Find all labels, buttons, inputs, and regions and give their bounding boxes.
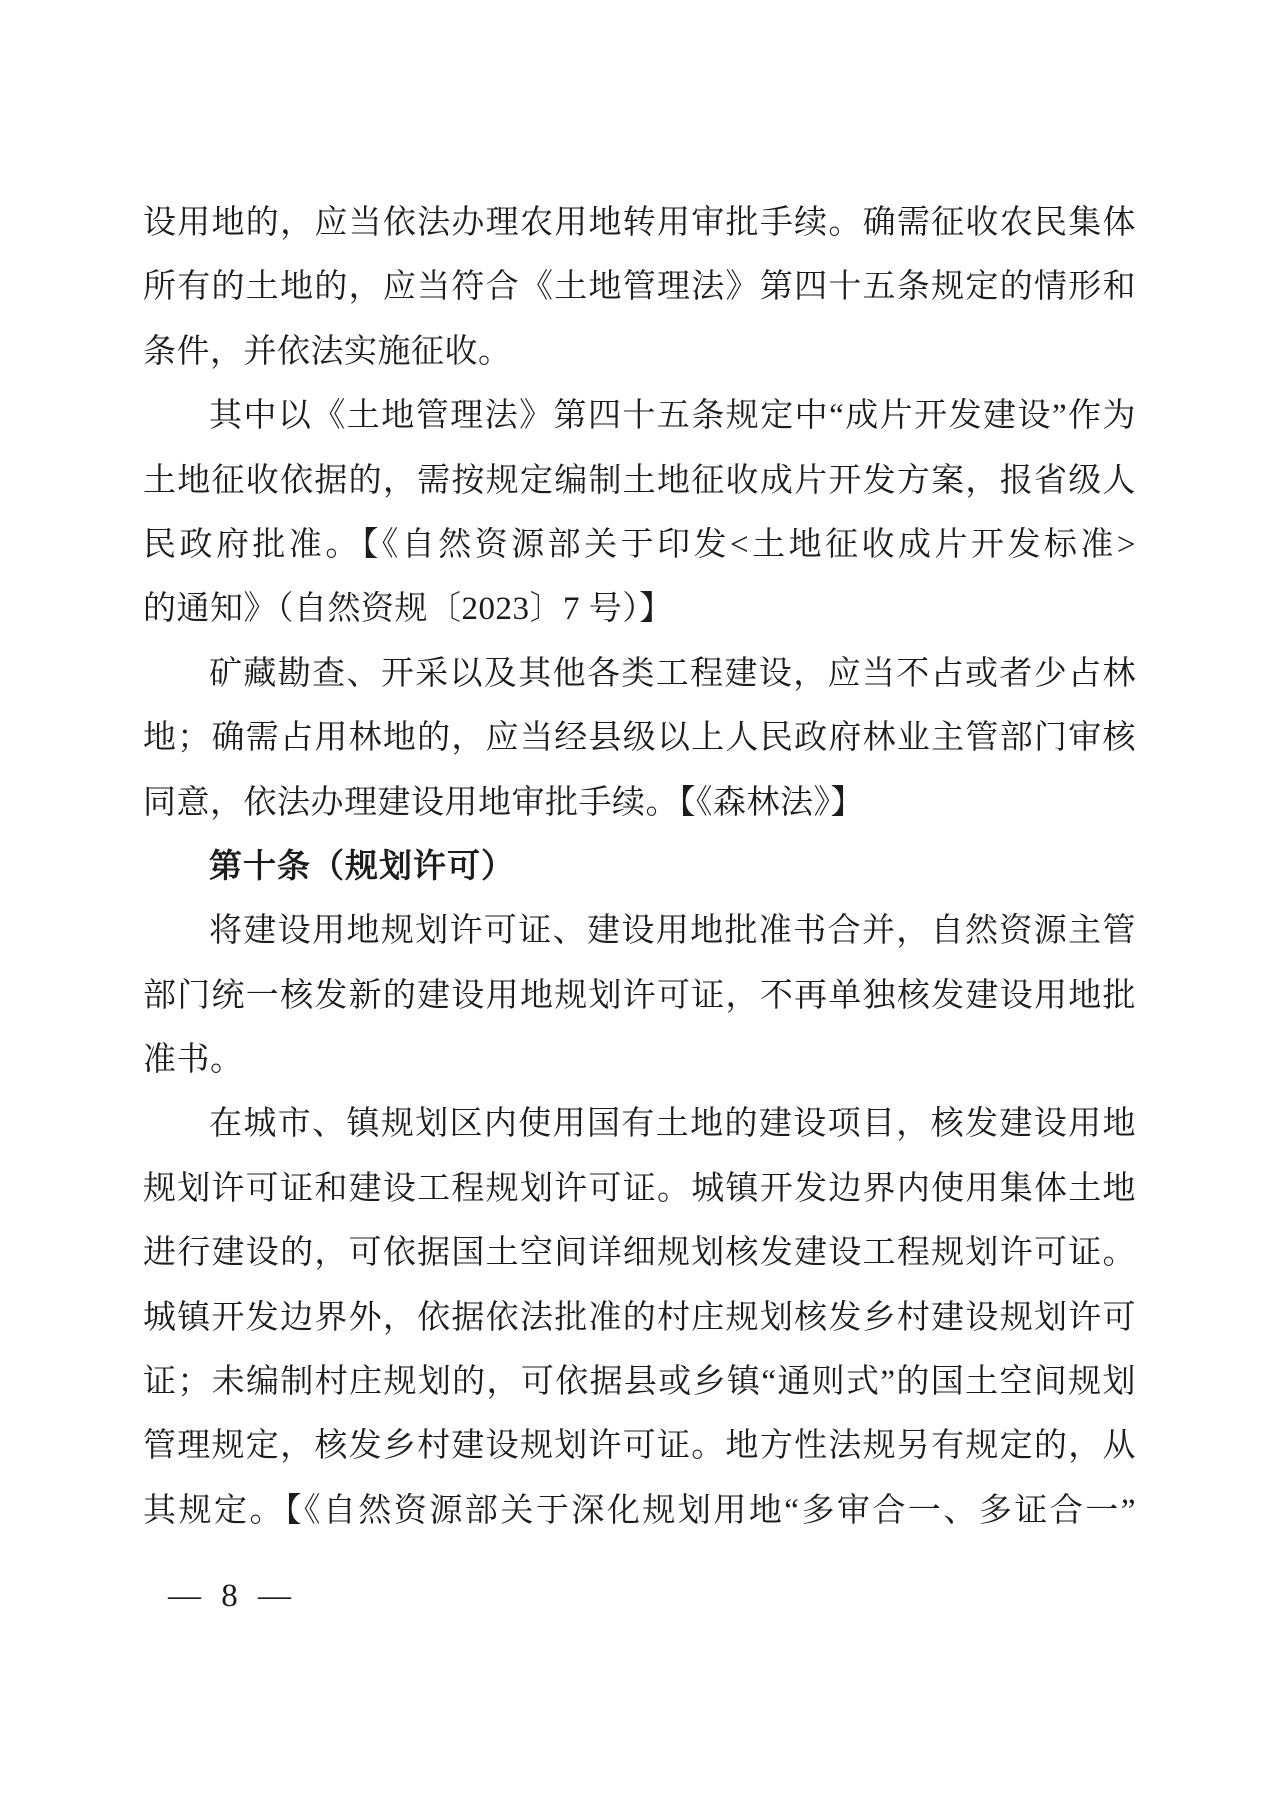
text-line: 土地征收依据的，需按规定编制土地征收成片开发方案，报省级人 — [143, 462, 1136, 499]
text-line: 证；未编制村庄规划的，可依据县或乡镇“通则式”的国土空间规划 — [143, 1364, 1136, 1401]
text-line: 管理规定，核发乡村建设规划许可证。地方性法规另有规定的，从 — [143, 1428, 1136, 1465]
text-line: 矿藏勘查、开采以及其他各类工程建设，应当不占或者少占林 — [209, 655, 1136, 692]
text-line: 设用地的，应当依法办理农用地转用审批手续。确需征收农民集体 — [143, 205, 1136, 241]
text-line: 准书。 — [143, 1042, 244, 1079]
article-heading: 第十条（规划许可） — [209, 848, 515, 885]
text-line: 条件，并依法实施征收。 — [143, 333, 512, 370]
text-line: 其规定。【《自然资源部关于深化规划用地“多审合一、多证合一” — [143, 1492, 1136, 1529]
text-line: 进行建设的，可依据国土空间详细规划核发建设工程规划许可证。 — [143, 1235, 1136, 1272]
text-line: 城镇开发边界外，依据依法批准的村庄规划核发乡村建设规划许可 — [143, 1299, 1136, 1336]
text-line: 其中以《土地管理法》第四十五条规定中“成片开发建设”作为 — [209, 398, 1136, 435]
text-line: 民政府批准。【《自然资源部关于印发<土地征收成片开发标准> — [143, 526, 1136, 563]
text-line: 将建设用地规划许可证、建设用地批准书合并，自然资源主管 — [209, 913, 1136, 950]
text-line: 地；确需占用林地的，应当经县级以上人民政府林业主管部门审核 — [143, 720, 1136, 757]
text-line: 在城市、镇规划区内使用国有土地的建设项目，核发建设用地 — [209, 1106, 1136, 1143]
page-number: — 8 — — [168, 1578, 293, 1614]
text-line: 部门统一核发新的建设用地规划许可证，不再单独核发建设用地批 — [143, 977, 1136, 1014]
text-line: 同意，依法办理建设用地审批手续。【《森林法》】 — [143, 784, 864, 821]
document-content — [143, 191, 1136, 1543]
text-line: 所有的土地的，应当符合《土地管理法》第四十五条规定的情形和 — [143, 269, 1136, 306]
text-line: 规划许可证和建设工程规划许可证。城镇开发边界内使用集体土地 — [143, 1170, 1136, 1207]
text-line: 的通知》（自然资规〔2023〕7 号）】 — [143, 591, 673, 628]
